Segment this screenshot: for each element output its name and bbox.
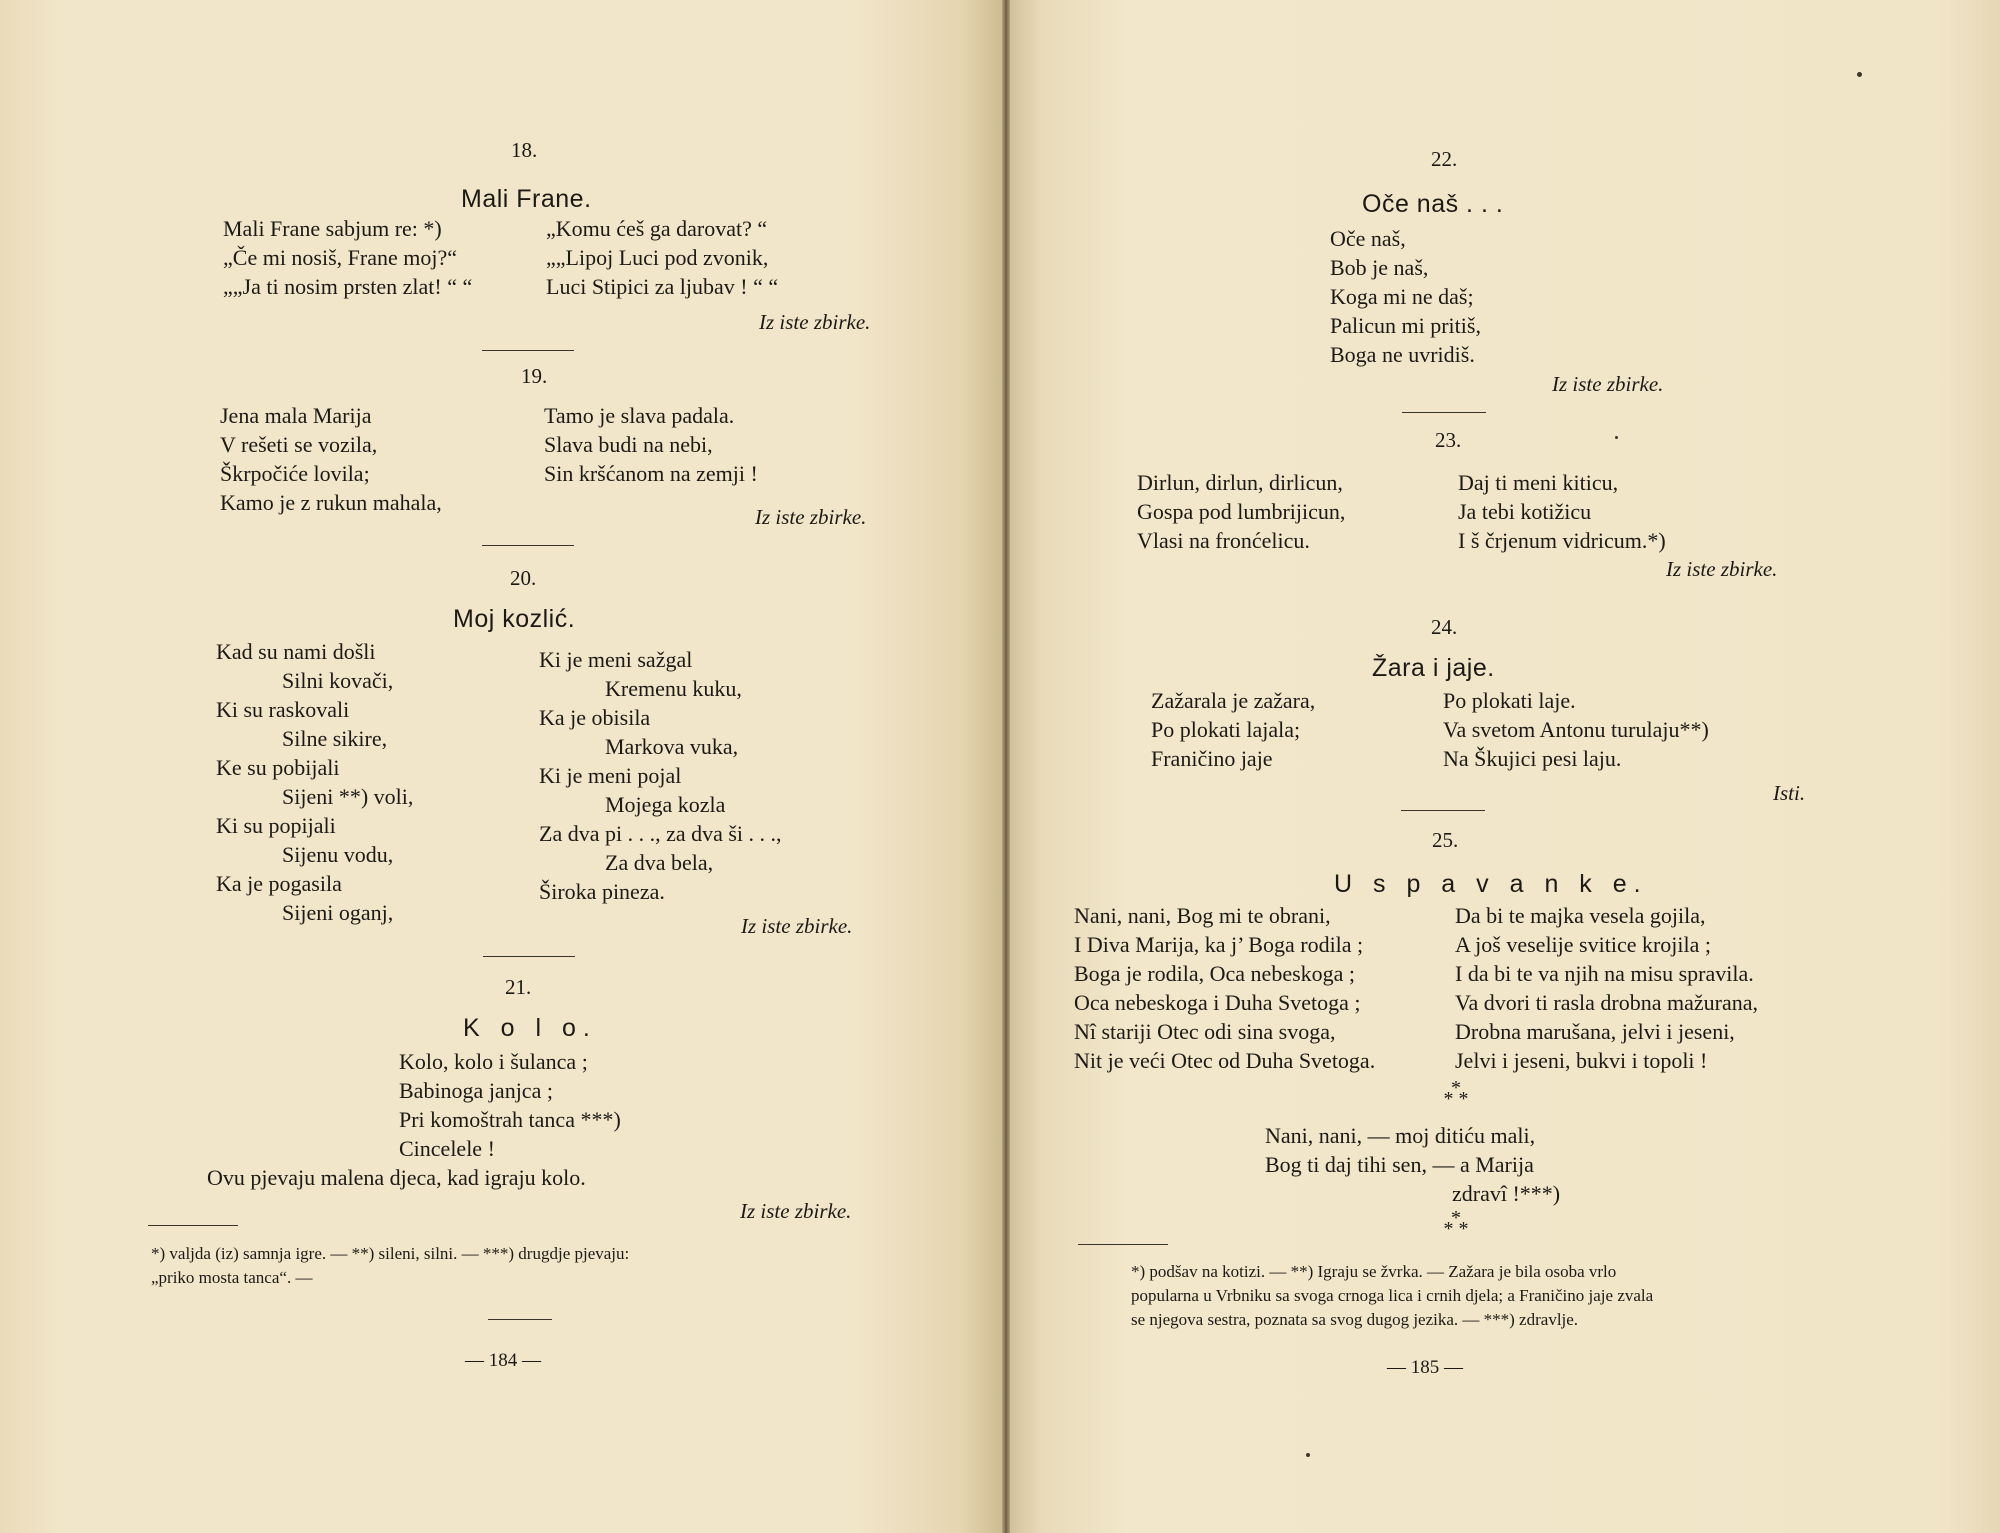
song-18-number: 18. xyxy=(511,138,538,162)
song-24-title: Žara i jaje. xyxy=(1372,654,1495,682)
song-25-title: U s p a v a n k e. xyxy=(1334,870,1648,898)
song-24-number: 24. xyxy=(1431,615,1458,639)
song-25-number: 25. xyxy=(1432,828,1459,852)
song-22-lines: Oče naš, Bob je naš, Koga mi ne daš; Palicun mi pritiš, Boga ne uvridiš. xyxy=(1330,226,1481,367)
song-24-source: Isti. xyxy=(1773,781,1806,805)
asterism-divider: * * * xyxy=(1443,1077,1469,1110)
separator-rule xyxy=(482,545,574,546)
asterism-divider: * * * xyxy=(1443,1207,1469,1240)
separator-rule xyxy=(482,350,574,351)
song-21-source: Iz iste zbirke. xyxy=(740,1199,852,1223)
separator-rule xyxy=(1402,412,1486,413)
page-number: — 184 — xyxy=(465,1350,541,1371)
song-22-title: Oče naš . . . xyxy=(1362,190,1504,218)
song-20-title: Moj kozlić. xyxy=(453,605,576,633)
song-23-column-2: Daj ti meni kiticu, Ja tebi kotižicu I š črjenum vidricum.*) xyxy=(1458,470,1666,553)
song-21-number: 21. xyxy=(505,975,532,999)
footnotes: *) podšav na kotizi. — **) Igraju se žvrka. — Zažara je bila osoba vrlo popularna u Vrbniku sa svoga crnoga lica i crnih djela; a Franičino jaje zvala se njegova sestra, poznata sa svog dugog jezika. — ***) zdravlje. xyxy=(1131,1262,1654,1329)
song-18-column-1: Mali Frane sabjum re: *) „Če mi nosiš, Frane moj?“ „„Ja ti nosim prsten zlat! “ “ xyxy=(223,216,473,299)
song-19-source: Iz iste zbirke. xyxy=(755,505,867,529)
song-20-column-2: Ki je meni sažgal Kremenu kuku, Ka je obisila Markova vuka, Ki je meni pojal Mojega kozla Za dva pi . . ., za dva ši . . ., Za dva bela, Široka pineza. xyxy=(539,647,782,904)
song-19-column-2: Tamo je slava padala. Slava budi na nebi, Sin kršćanom na zemji ! xyxy=(544,403,758,486)
lullaby-verse: Nani, nani, — moj ditiću mali, Bog ti daj tihi sen, — a Marija zdravî !***) xyxy=(1265,1123,1561,1206)
page-number: — 185 — xyxy=(1387,1357,1463,1378)
footnotes: *) valjda (iz) samnja igre. — **) sileni, silni. — ***) drugdje pjevaju: „priko mosta tanca“. — xyxy=(151,1244,630,1287)
right-page xyxy=(1010,0,2000,1533)
song-22-number: 22. xyxy=(1431,147,1458,171)
separator-rule xyxy=(483,956,575,957)
song-19-column-1: Jena mala Marija V rešeti se vozila, Škrpočiće lovila; Kamo je z rukun mahala, xyxy=(220,403,442,515)
ink-speck xyxy=(1615,436,1618,439)
song-18-column-2: „Komu ćeš ga darovat? “ „„Lipoj Luci pod zvonik, Luci Stipici za ljubav ! “ “ xyxy=(546,216,779,299)
song-23-column-1: Dirlun, dirlun, dirlicun, Gospa pod lumbrijicun, Vlasi na fronćelicu. xyxy=(1137,470,1346,553)
song-24-column-1: Zažarala je zažara, Po plokati lajala; Franičino jaje xyxy=(1151,688,1316,771)
footnote-rule xyxy=(1078,1244,1168,1245)
song-20-source: Iz iste zbirke. xyxy=(741,914,853,938)
song-18-title: Mali Frane. xyxy=(461,185,592,213)
song-19-number: 19. xyxy=(521,364,548,388)
song-25-column-1: Nani, nani, Bog mi te obrani, I Diva Marija, ka j’ Boga rodila ; Boga je rodila, Oca nebeskoga ; Oca nebeskoga i Duha Svetoga ; Nî stariji Otec odi sina svoga, Nit je veći Otec od Duha Svetoga. xyxy=(1074,903,1376,1073)
folio-rule xyxy=(488,1319,552,1320)
song-20-number: 20. xyxy=(510,566,537,590)
song-23-source: Iz iste zbirke. xyxy=(1666,557,1778,581)
ink-speck xyxy=(1857,72,1862,77)
song-23-number: 23. xyxy=(1435,428,1462,452)
song-22-source: Iz iste zbirke. xyxy=(1552,372,1664,396)
song-25-column-2: Da bi te majka vesela gojila, A još veselije svitice krojila ; I da bi te va njih na misu spravila. Va dvori ti rasla drobna mažurana, Drobna marušana, jelvi i jeseni, Jelvi i jeseni, bukvi i topoli ! xyxy=(1455,903,1758,1073)
song-21-title: K o l o. xyxy=(463,1014,597,1042)
separator-rule xyxy=(1401,810,1485,811)
song-21-note: Ovu pjevaju malena djeca, kad igraju kolo. xyxy=(207,1165,586,1190)
song-18-source: Iz iste zbirke. xyxy=(759,310,871,334)
song-20-column-1: Kad su nami došli Silni kovači, Ki su raskovali Silne sikire, Ke su pobijali Sijeni **) voli, Ki su popijali Sijenu vodu, Ka je pogasila Sijeni oganj, xyxy=(216,639,414,925)
song-21-lines: Kolo, kolo i šulanca ; Babinoga janjca ; Pri komoštrah tanca ***) Cincelele ! xyxy=(399,1049,621,1161)
ink-speck xyxy=(1306,1453,1310,1457)
footnote-rule xyxy=(148,1225,238,1226)
song-24-column-2: Po plokati laje. Va svetom Antonu turulaju**) Na Škujici pesi laju. xyxy=(1443,688,1709,771)
book-gutter xyxy=(1002,0,1010,1533)
